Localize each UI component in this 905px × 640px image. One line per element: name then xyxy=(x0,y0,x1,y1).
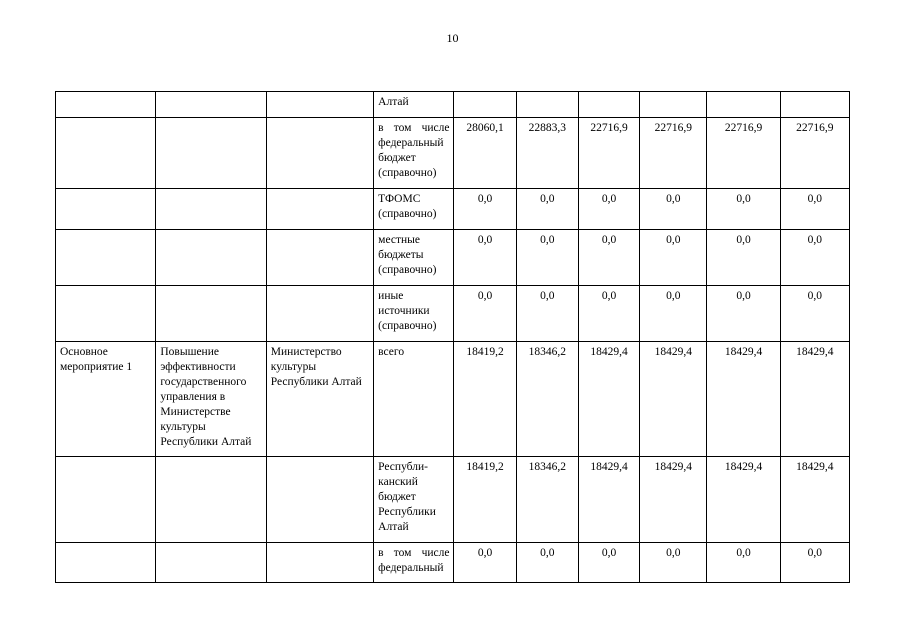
year-value-cell: 28060,1 xyxy=(454,118,516,189)
year-value-cell: 0,0 xyxy=(707,543,780,583)
executor-cell xyxy=(266,286,373,342)
table-row xyxy=(56,189,850,230)
year-value-cell: 18429,4 xyxy=(707,457,780,543)
year-value-cell: 0,0 xyxy=(454,230,516,286)
year-value-cell: 0,0 xyxy=(780,286,849,342)
year-value-cell: 18429,4 xyxy=(578,457,639,543)
funding-source-cell: в том числе федеральный бюджет (справочно) xyxy=(374,118,454,189)
year-value-cell: 0,0 xyxy=(578,286,639,342)
funding-source-cell: всего xyxy=(374,342,454,457)
table-row xyxy=(56,118,850,189)
year-value-cell: 0,0 xyxy=(516,543,578,583)
page-number: 10 xyxy=(446,31,459,45)
funding-source-cell: ТФОМС (справочно) xyxy=(374,189,454,230)
year-value-cell: 0,0 xyxy=(454,189,516,230)
year-value-cell: 18429,4 xyxy=(780,457,849,543)
event-name-cell xyxy=(156,230,266,286)
year-value-cell: 18429,4 xyxy=(780,342,849,457)
year-value-cell xyxy=(707,92,780,118)
year-value-cell: 0,0 xyxy=(707,189,780,230)
year-value-cell: 0,0 xyxy=(578,189,639,230)
year-value-cell: 0,0 xyxy=(640,189,707,230)
event-status-cell xyxy=(56,457,156,543)
year-value-cell: 18346,2 xyxy=(516,457,578,543)
year-value-cell: 22716,9 xyxy=(640,118,707,189)
year-value-cell: 18429,4 xyxy=(578,342,639,457)
funding-source-cell: Алтай xyxy=(374,92,454,118)
year-value-cell: 0,0 xyxy=(578,543,639,583)
year-value-cell xyxy=(780,92,849,118)
year-value-cell: 18429,4 xyxy=(640,342,707,457)
event-name-cell xyxy=(156,92,266,118)
event-status-cell xyxy=(56,230,156,286)
table-row xyxy=(56,286,850,342)
year-value-cell xyxy=(516,92,578,118)
year-value-cell: 22716,9 xyxy=(578,118,639,189)
executor-cell: Министерство культуры Республики Алтай xyxy=(266,342,373,457)
event-status-cell xyxy=(56,286,156,342)
year-value-cell: 22716,9 xyxy=(707,118,780,189)
year-value-cell: 0,0 xyxy=(516,230,578,286)
year-value-cell: 0,0 xyxy=(454,286,516,342)
funding-source-cell: местные бюджеты (справочно) xyxy=(374,230,454,286)
year-value-cell: 18429,4 xyxy=(707,342,780,457)
event-status-cell xyxy=(56,92,156,118)
executor-cell xyxy=(266,92,373,118)
table-row xyxy=(56,342,850,457)
year-value-cell: 22716,9 xyxy=(780,118,849,189)
year-value-cell: 22883,3 xyxy=(516,118,578,189)
event-status-cell xyxy=(56,118,156,189)
table-row xyxy=(56,92,850,118)
executor-cell xyxy=(266,230,373,286)
event-name-cell xyxy=(156,286,266,342)
year-value-cell xyxy=(640,92,707,118)
year-value-cell: 18419,2 xyxy=(454,457,516,543)
executor-cell xyxy=(266,189,373,230)
table-row xyxy=(56,230,850,286)
event-name-cell xyxy=(156,189,266,230)
year-value-cell: 0,0 xyxy=(516,286,578,342)
year-value-cell: 18346,2 xyxy=(516,342,578,457)
year-value-cell: 18429,4 xyxy=(640,457,707,543)
year-value-cell: 0,0 xyxy=(707,286,780,342)
year-value-cell xyxy=(578,92,639,118)
funding-source-cell: иные источники (справочно) xyxy=(374,286,454,342)
year-value-cell: 0,0 xyxy=(454,543,516,583)
executor-cell xyxy=(266,457,373,543)
budget-table xyxy=(55,91,850,583)
funding-source-cell: в том числе федеральный xyxy=(374,543,454,583)
event-status-cell: Основное мероприятие 1 xyxy=(56,342,156,457)
event-name-cell xyxy=(156,543,266,583)
year-value-cell: 18419,2 xyxy=(454,342,516,457)
event-status-cell xyxy=(56,189,156,230)
table-row xyxy=(56,457,850,543)
event-status-cell xyxy=(56,543,156,583)
year-value-cell: 0,0 xyxy=(640,230,707,286)
year-value-cell: 0,0 xyxy=(578,230,639,286)
year-value-cell: 0,0 xyxy=(707,230,780,286)
executor-cell xyxy=(266,118,373,189)
year-value-cell: 0,0 xyxy=(640,543,707,583)
year-value-cell xyxy=(454,92,516,118)
event-name-cell xyxy=(156,118,266,189)
event-name-cell: Повышение эффективности государственного управления в Министерстве культуры Республики Алтай xyxy=(156,342,266,457)
year-value-cell: 0,0 xyxy=(780,543,849,583)
year-value-cell: 0,0 xyxy=(640,286,707,342)
event-name-cell xyxy=(156,457,266,543)
year-value-cell: 0,0 xyxy=(780,230,849,286)
executor-cell xyxy=(266,543,373,583)
year-value-cell: 0,0 xyxy=(516,189,578,230)
table-row xyxy=(56,543,850,583)
funding-source-cell: Республи-канский бюджет Республики Алтай xyxy=(374,457,454,543)
year-value-cell: 0,0 xyxy=(780,189,849,230)
